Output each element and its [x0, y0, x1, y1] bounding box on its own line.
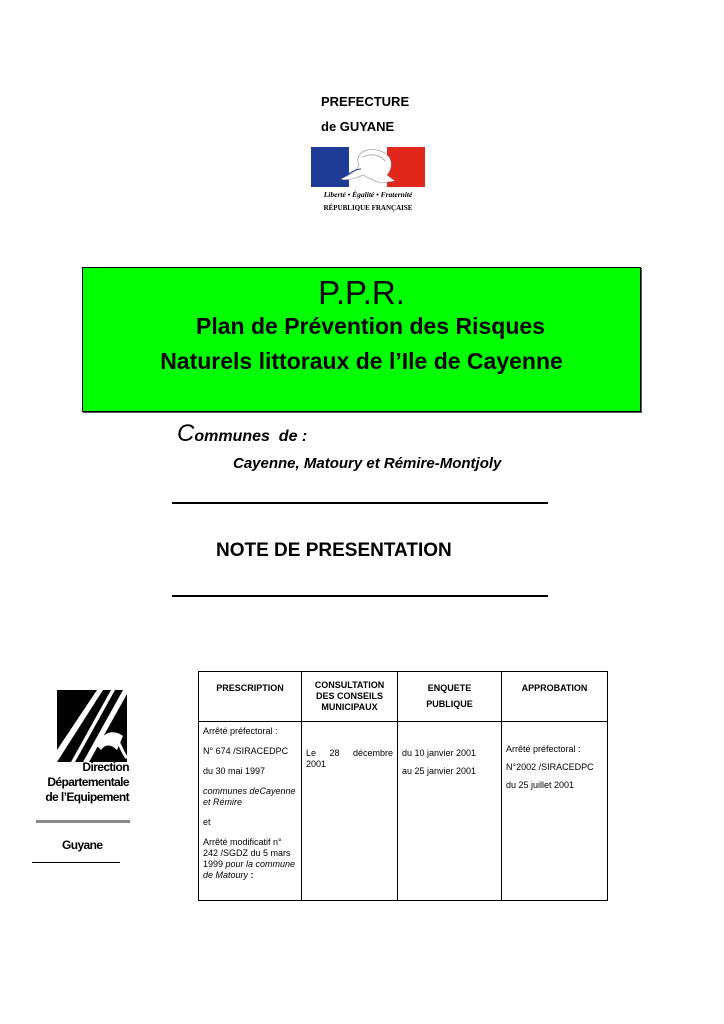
procedure-table [198, 671, 608, 901]
approbation-p3: du 25 juillet 2001 [506, 780, 575, 790]
header-approbation: APPROBATION [502, 672, 608, 722]
enquete-p2: au 25 janvier 2001 [402, 766, 477, 776]
approbation-p2: N°2002 /SIRACEDPC [506, 762, 594, 772]
cell-enquete [398, 722, 502, 901]
divider-bottom [172, 595, 548, 597]
prefecture-line: PREFECTURE [321, 94, 410, 109]
ppr-acronym: P.P.R. [318, 274, 405, 311]
header-consultation: CONSULTATION DES CONSEILS MUNICIPAUX [302, 672, 398, 722]
divider-top [172, 502, 548, 504]
thin-divider [32, 862, 120, 863]
approbation-p1: Arrêté préfectoral : [506, 744, 581, 754]
cell-prescription [199, 722, 302, 901]
title-box [82, 267, 641, 412]
communes-initial: C [177, 420, 195, 447]
prescription-p5: et [203, 817, 211, 827]
prescription-p3: du 30 mai 1997 [203, 766, 266, 776]
consultation-text: Le 28 décembre 2001 [306, 748, 393, 769]
communes-label [177, 420, 307, 448]
prescription-p6 [203, 837, 297, 881]
dde-line-3: de l’Equipement [45, 790, 129, 804]
cell-consultation [302, 722, 398, 901]
dde-divider [36, 820, 130, 823]
title-line-1: Plan de Prévention des Risques [196, 313, 545, 339]
dde-logo [57, 690, 127, 762]
table-row [199, 722, 608, 901]
table-header-row [199, 672, 608, 722]
prescription-p6c: : [248, 870, 254, 880]
communes-label-rest: ommunes de : [194, 428, 308, 445]
enquete-p1: du 10 janvier 2001 [402, 748, 477, 758]
prescription-p6a: Arrêté modificatif n° 242 /SGDZ du 5 mars 1999 [203, 837, 291, 869]
motto-text: Liberté • Égalité • Fraternité [323, 190, 413, 199]
prescription-p4: communes deCayenne et Rémire [203, 786, 296, 807]
header-enquete: ENQUETE PUBLIQUE [398, 672, 502, 722]
guyane-line: de GUYANE [321, 119, 395, 134]
marianne-logo [311, 147, 425, 213]
dde-line-2: Départementale [47, 775, 129, 789]
dde-org-name [45, 760, 129, 805]
republic-text: RÉPUBLIQUE FRANÇAISE [323, 204, 413, 212]
document-type: NOTE DE PRESENTATION [216, 540, 452, 561]
prescription-p1: Arrêté préfectoral : [203, 726, 278, 736]
dde-line-1: Direction [82, 760, 129, 774]
prescription-p6b: pour la commune de Matoury [203, 859, 296, 880]
communes-list: Cayenne, Matoury et Rémire-Montjoly [233, 455, 502, 472]
cell-approbation [502, 722, 608, 901]
region-label: Guyane [62, 838, 103, 852]
header-prescription: PRESCRIPTION [199, 672, 302, 722]
prescription-p2: N° 674 /SIRACEDPC [203, 746, 289, 756]
title-line-2: Naturels littoraux de l’Ile de Cayenne [160, 348, 563, 374]
